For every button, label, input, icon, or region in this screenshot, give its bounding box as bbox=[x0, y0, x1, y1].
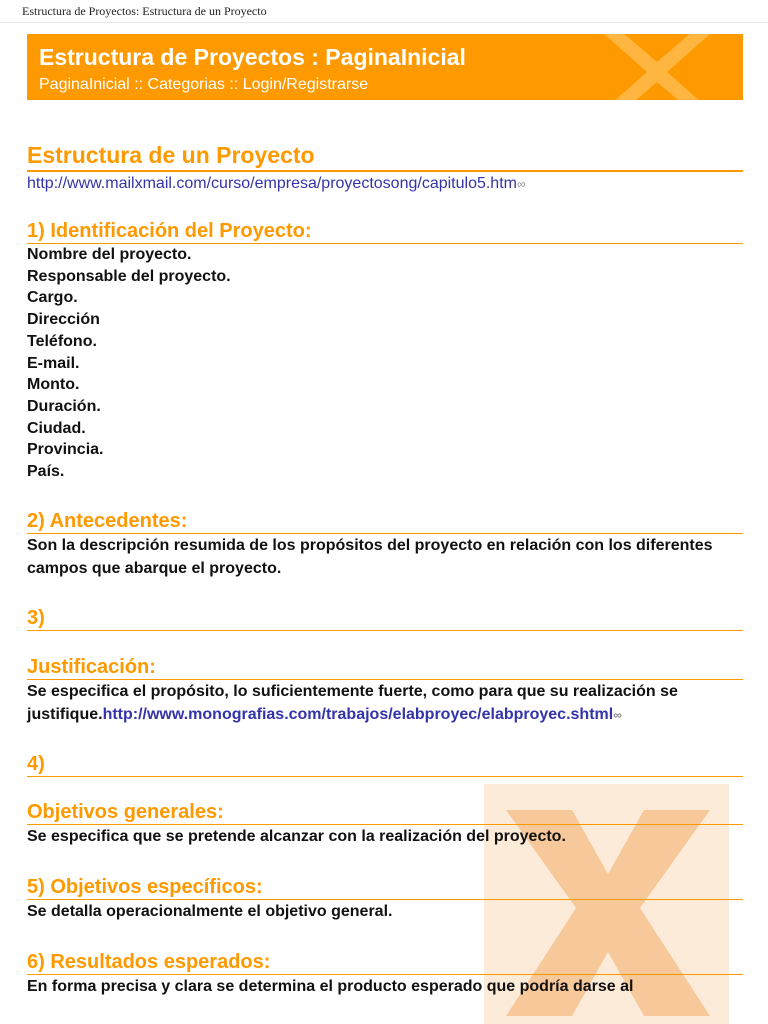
objetivos-especificos-text: Se detalla operacionalmente el objetivo general. bbox=[27, 902, 393, 920]
field-item: Dirección bbox=[27, 311, 100, 329]
identificacion-fields bbox=[27, 244, 743, 483]
field-item: Cargo. bbox=[27, 289, 78, 307]
field-item: Provincia. bbox=[27, 441, 104, 459]
site-nav bbox=[39, 76, 368, 94]
nav-link-login[interactable]: Login/Registrarse bbox=[242, 76, 369, 93]
nav-link-pagina-inicial[interactable]: PaginaInicial bbox=[39, 76, 130, 93]
x-logo-icon bbox=[587, 34, 737, 100]
section-heading-4: 4) bbox=[27, 752, 743, 777]
section-heading-objetivos-especificos: 5) Objetivos específicos: bbox=[27, 875, 743, 900]
external-link-icon: ∞ bbox=[613, 707, 622, 722]
source-row bbox=[27, 173, 743, 195]
window-title: Estructura de Proyectos: Estructura de un Proyecto bbox=[22, 4, 267, 18]
external-link-icon: ∞ bbox=[516, 177, 526, 191]
article bbox=[27, 140, 743, 998]
objetivos-generales-text: Se especifica que se pretende alcanzar con la realización del proyecto. bbox=[27, 827, 566, 845]
monografias-link[interactable]: http://www.monografias.com/trabajos/elabproyec/elabproyec.shtml bbox=[102, 705, 614, 723]
source-link[interactable]: http://www.mailxmail.com/curso/empresa/proyectosong/capitulo5.htm bbox=[27, 175, 517, 192]
field-item: Duración. bbox=[27, 397, 101, 415]
field-item: E-mail. bbox=[27, 354, 80, 372]
section-heading-antecedentes: 2) Antecedentes: bbox=[27, 509, 743, 534]
field-item: Responsable del proyecto. bbox=[27, 267, 231, 285]
antecedentes-text: Son la descripción resumida de los propósitos del proyecto en relación con los diferentes campos que abarque el proyecto. bbox=[27, 536, 713, 577]
nav-separator: :: bbox=[229, 76, 239, 93]
field-item: Teléfono. bbox=[27, 332, 97, 350]
section-heading-identificacion: 1) Identificación del Proyecto: bbox=[27, 219, 743, 244]
nav-link-categorias[interactable]: Categorias bbox=[147, 76, 225, 93]
field-item: Ciudad. bbox=[27, 419, 86, 437]
site-header bbox=[27, 34, 743, 100]
window-divider bbox=[0, 22, 768, 23]
article-title: Estructura de un Proyecto bbox=[27, 140, 743, 172]
justificacion-text: Se especifica el propósito, lo suficientemente fuerte, como para que su realización se justifique. bbox=[27, 682, 678, 723]
field-item: Monto. bbox=[27, 376, 80, 394]
section-heading-3: 3) bbox=[27, 606, 743, 631]
site-title: Estructura de Proyectos : PaginaInicial bbox=[39, 44, 466, 70]
section-heading-resultados: 6) Resultados esperados: bbox=[27, 950, 743, 975]
section-heading-justificacion: Justificación: bbox=[27, 655, 743, 680]
resultados-text: En forma precisa y clara se determina el producto esperado que podría darse al bbox=[27, 977, 634, 995]
justificacion-paragraph bbox=[27, 680, 743, 727]
section-heading-objetivos-generales: Objetivos generales: bbox=[27, 800, 743, 825]
field-item: País. bbox=[27, 463, 65, 481]
nav-separator: :: bbox=[134, 76, 144, 93]
field-item: Nombre del proyecto. bbox=[27, 246, 192, 263]
